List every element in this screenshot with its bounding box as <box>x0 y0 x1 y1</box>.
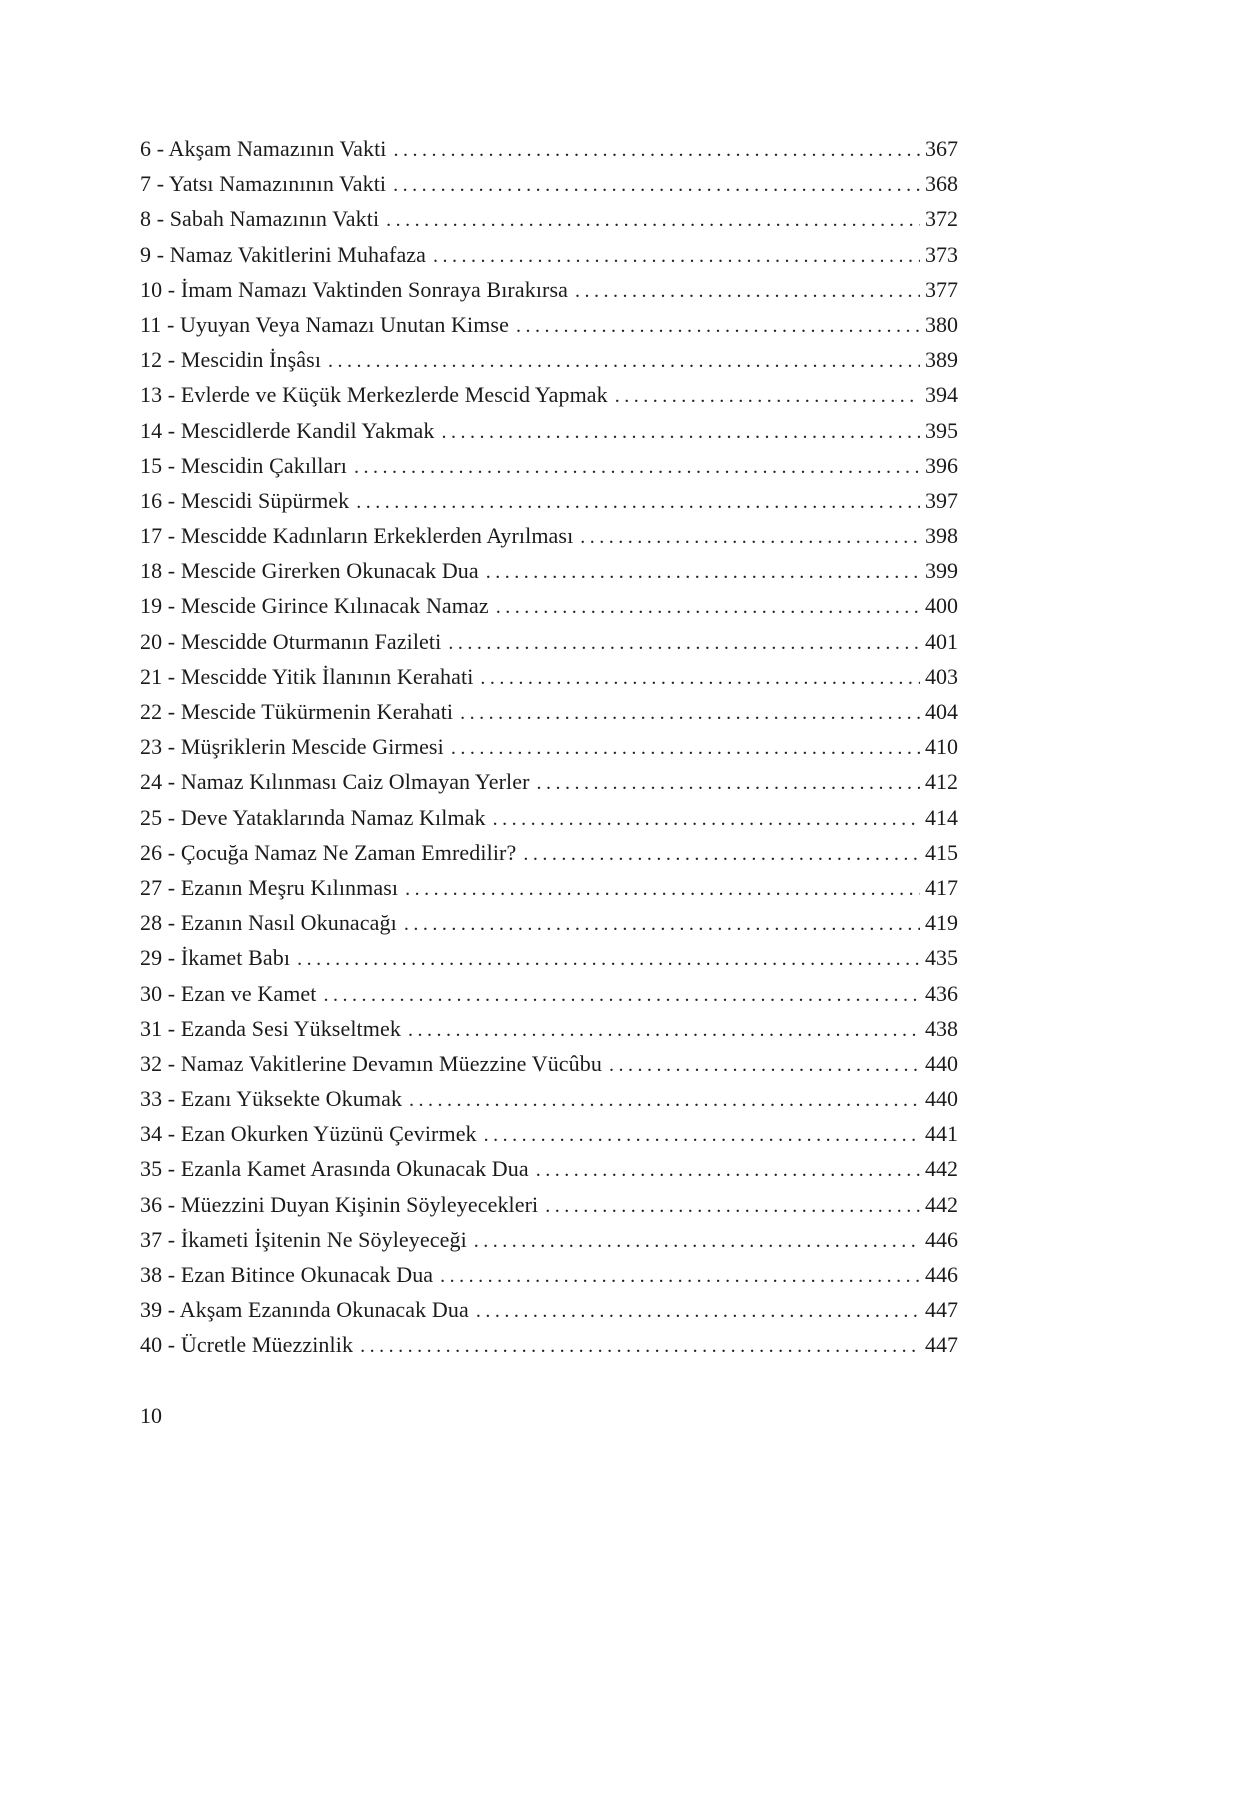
dot-leader <box>523 835 920 872</box>
toc-entry-page: 400 <box>925 593 958 619</box>
toc-entry-page: 410 <box>925 734 958 760</box>
dot-leader <box>476 1292 920 1329</box>
toc-entry-page: 373 <box>925 241 958 267</box>
toc-entry-label: 17 - Mescidde Kadınların Erkeklerden Ayrılması <box>140 523 574 549</box>
toc-entry <box>140 588 958 623</box>
toc-entry <box>140 518 958 553</box>
toc-entry-page: 398 <box>925 523 958 549</box>
toc-entry-page: 401 <box>925 628 958 654</box>
toc-entry <box>140 729 958 764</box>
toc-entry-label: 12 - Mescidin İnşâsı <box>140 347 322 373</box>
dot-leader <box>328 342 920 379</box>
dot-leader <box>516 307 920 344</box>
toc-entry <box>140 483 958 518</box>
toc-entry-label: 7 - Yatsı Namazınının Vakti <box>140 171 387 197</box>
toc-entry <box>140 1116 958 1151</box>
toc-entry-label: 34 - Ezan Okurken Yüzünü Çevirmek <box>140 1121 477 1147</box>
dot-leader <box>393 166 920 203</box>
toc-entry <box>140 1292 958 1327</box>
dot-leader <box>580 518 920 555</box>
toc-entry <box>140 307 958 342</box>
dot-leader <box>536 1151 920 1188</box>
toc-entry-page: 403 <box>925 663 958 689</box>
toc-entry-page: 368 <box>925 171 958 197</box>
toc-list <box>140 131 958 1363</box>
toc-entry-label: 36 - Müezzini Duyan Kişinin Söyleyecekleri <box>140 1191 539 1217</box>
toc-entry-label: 23 - Müşriklerin Mescide Girmesi <box>140 734 444 760</box>
dot-leader <box>493 800 920 837</box>
toc-entry-page: 446 <box>925 1262 958 1287</box>
toc-entry <box>140 131 958 166</box>
toc-entry-label: 25 - Deve Yataklarında Namaz Kılmak <box>140 804 486 830</box>
toc-entry <box>140 377 958 412</box>
toc-entry <box>140 976 958 1011</box>
toc-entry-label: 14 - Mescidlerde Kandil Yakmak <box>140 417 435 443</box>
toc-entry <box>140 800 958 835</box>
toc-entry <box>140 1187 958 1222</box>
toc-entry <box>140 1257 958 1292</box>
toc-entry-page: 367 <box>925 136 958 161</box>
toc-entry-page: 372 <box>925 206 958 232</box>
toc-entry-page: 399 <box>925 558 958 584</box>
toc-entry-label: 18 - Mescide Girerken Okunacak Dua <box>140 558 479 584</box>
toc-entry <box>140 940 958 975</box>
toc-entry-label: 9 - Namaz Vakitlerini Muhafaza <box>140 241 427 267</box>
book-page <box>140 131 958 1363</box>
dot-leader <box>474 1222 920 1259</box>
toc-entry-page: 440 <box>925 1050 958 1076</box>
toc-entry-label: 6 - Akşam Namazının Vakti <box>140 136 387 161</box>
dot-leader <box>405 870 920 907</box>
toc-entry <box>140 764 958 799</box>
toc-entry-page: 441 <box>925 1121 958 1147</box>
toc-entry-label: 22 - Mescide Tükürmenin Kerahati <box>140 699 454 724</box>
toc-entry <box>140 272 958 307</box>
toc-entry <box>140 413 958 448</box>
dot-leader <box>615 377 920 414</box>
toc-entry-page: 396 <box>925 452 958 478</box>
dot-leader <box>575 272 920 309</box>
footer-page-number: 10 <box>140 1403 162 1428</box>
toc-entry-page: 389 <box>925 347 958 373</box>
toc-entry <box>140 1081 958 1116</box>
dot-leader <box>484 1116 920 1153</box>
toc-entry <box>140 905 958 940</box>
toc-entry-page: 447 <box>925 1332 958 1358</box>
toc-entry-label: 31 - Ezanda Sesi Yükseltmek <box>140 1015 401 1041</box>
toc-entry-page: 417 <box>925 874 958 900</box>
toc-entry-label: 35 - Ezanla Kamet Arasında Okunacak Dua <box>140 1156 529 1182</box>
toc-entry <box>140 624 958 659</box>
toc-entry-page: 414 <box>925 804 958 830</box>
toc-entry-page: 446 <box>925 1226 958 1252</box>
toc-entry-label: 28 - Ezanın Nasıl Okunacağı <box>140 910 397 936</box>
dot-leader <box>408 1011 920 1048</box>
dot-leader <box>448 624 920 661</box>
toc-entry <box>140 870 958 905</box>
toc-entry-label: 24 - Namaz Kılınması Caiz Olmayan Yerler <box>140 769 530 795</box>
toc-entry <box>140 1327 958 1362</box>
toc-entry <box>140 201 958 236</box>
dot-leader <box>394 131 921 168</box>
toc-entry-page: 397 <box>925 487 958 513</box>
dot-leader <box>404 905 920 942</box>
toc-entry <box>140 1011 958 1046</box>
toc-entry-page: 436 <box>925 980 958 1006</box>
toc-entry-label: 32 - Namaz Vakitlerine Devamın Müezzine Vücûbu <box>140 1050 602 1076</box>
toc-entry <box>140 659 958 694</box>
toc-entry-page: 435 <box>925 945 958 971</box>
dot-leader <box>297 940 920 977</box>
toc-entry-label: 38 - Ezan Bitince Okunacak Dua <box>140 1262 434 1287</box>
toc-entry-label: 19 - Mescide Girince Kılınacak Namaz <box>140 593 489 619</box>
toc-entry-label: 40 - Ücretle Müezzinlik <box>140 1332 354 1358</box>
dot-leader <box>360 1327 920 1364</box>
toc-entry-page: 440 <box>925 1086 958 1112</box>
dot-leader <box>386 201 920 238</box>
dot-leader <box>441 413 920 450</box>
toc-entry <box>140 237 958 272</box>
toc-entry-label: 27 - Ezanın Meşru Kılınması <box>140 874 399 900</box>
toc-entry-label: 16 - Mescidi Süpürmek <box>140 487 350 513</box>
dot-leader <box>545 1187 920 1224</box>
toc-entry-label: 20 - Mescidde Oturmanın Fazileti <box>140 628 442 654</box>
toc-entry-page: 395 <box>925 417 958 443</box>
toc-entry-label: 26 - Çocuğa Namaz Ne Zaman Emredilir? <box>140 839 517 865</box>
toc-entry-label: 13 - Evlerde ve Küçük Merkezlerde Mescid Yapmak <box>140 382 608 408</box>
toc-entry <box>140 166 958 201</box>
toc-entry-label: 39 - Akşam Ezanında Okunacak Dua <box>140 1297 469 1323</box>
toc-entry-label: 33 - Ezanı Yüksekte Okumak <box>140 1086 403 1112</box>
dot-leader <box>609 1046 920 1083</box>
toc-entry <box>140 694 958 729</box>
dot-leader <box>433 237 920 274</box>
toc-entry <box>140 448 958 483</box>
dot-leader <box>356 483 920 520</box>
toc-entry-label: 15 - Mescidin Çakılları <box>140 452 347 478</box>
toc-entry-label: 11 - Uyuyan Veya Namazı Unutan Kimse <box>140 311 509 337</box>
toc-entry <box>140 1046 958 1081</box>
toc-entry-page: 412 <box>925 769 958 795</box>
toc-entry-page: 394 <box>925 382 958 408</box>
toc-entry <box>140 553 958 588</box>
toc-entry-label: 21 - Mescidde Yitik İlanının Kerahati <box>140 663 474 689</box>
toc-entry-label: 10 - İmam Namazı Vaktinden Sonraya Bırakırsa <box>140 276 568 302</box>
dot-leader <box>496 588 920 625</box>
toc-entry-label: 37 - İkameti İşitenin Ne Söyleyeceği <box>140 1226 467 1252</box>
toc-entry-page: 447 <box>925 1297 958 1323</box>
dot-leader <box>324 976 920 1013</box>
toc-entry-label: 8 - Sabah Namazının Vakti <box>140 206 380 232</box>
toc-entry-page: 442 <box>925 1156 958 1182</box>
toc-entry-page: 377 <box>925 276 958 302</box>
dot-leader <box>537 764 920 801</box>
dot-leader <box>440 1257 920 1294</box>
dot-leader <box>460 694 920 731</box>
toc-entry-page: 380 <box>925 311 958 337</box>
dot-leader <box>354 448 920 485</box>
dot-leader <box>486 553 920 590</box>
toc-entry <box>140 1151 958 1186</box>
toc-entry <box>140 342 958 377</box>
toc-entry-page: 415 <box>925 839 958 865</box>
toc-entry-label: 29 - İkamet Babı <box>140 945 291 971</box>
dot-leader <box>480 659 920 696</box>
toc-entry-page: 404 <box>925 699 958 724</box>
toc-entry <box>140 1222 958 1257</box>
dot-leader <box>409 1081 920 1118</box>
toc-entry-page: 419 <box>925 910 958 936</box>
toc-entry-page: 442 <box>925 1191 958 1217</box>
dot-leader <box>451 729 920 766</box>
toc-entry-label: 30 - Ezan ve Kamet <box>140 980 317 1006</box>
toc-entry-page: 438 <box>925 1015 958 1041</box>
toc-entry <box>140 835 958 870</box>
